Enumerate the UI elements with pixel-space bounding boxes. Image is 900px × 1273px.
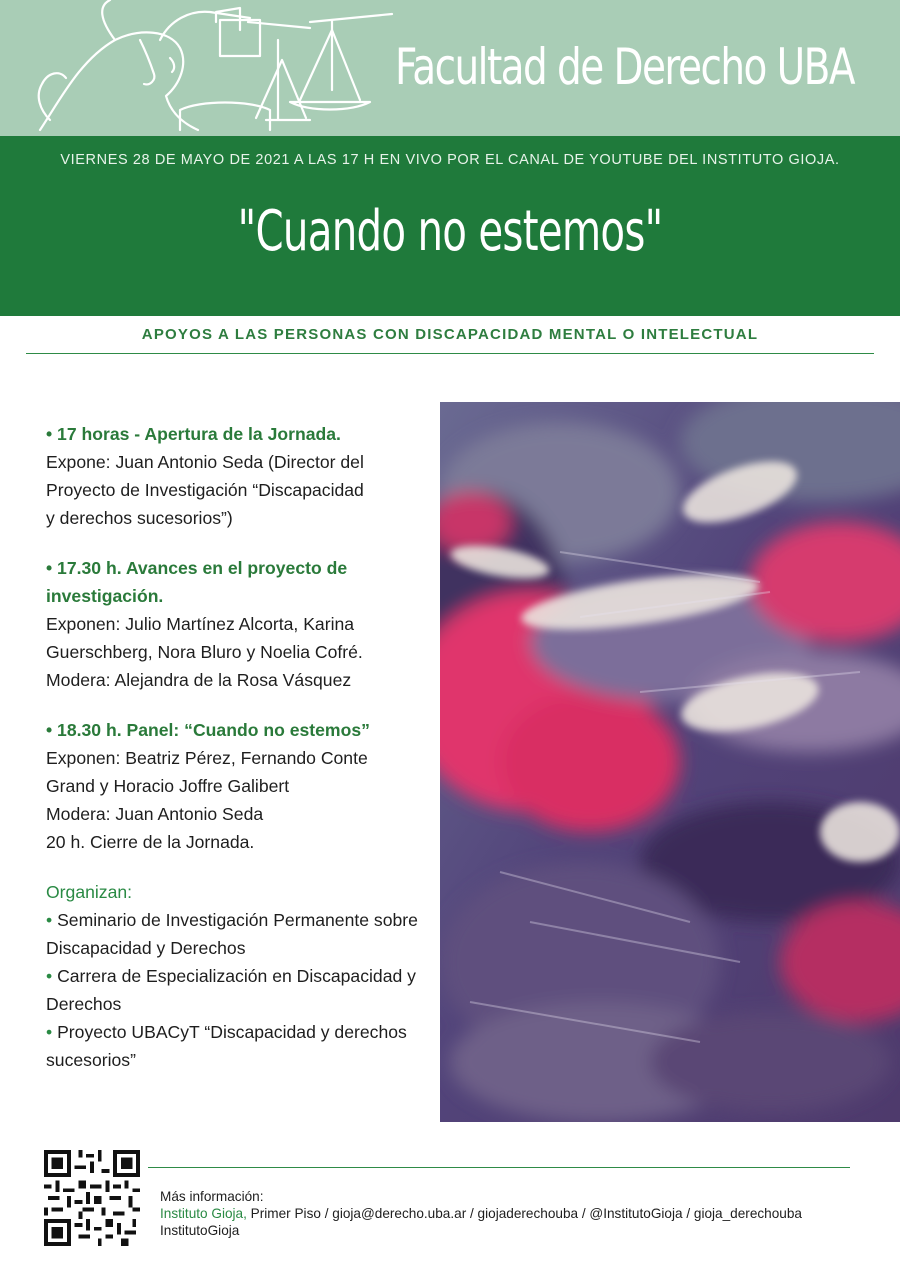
organizer-name: Carrera de Especialización en Discapacidad y Derechos — [46, 966, 416, 1014]
program-item — [46, 554, 426, 694]
event-title: "Cuando no estemos" — [237, 199, 663, 264]
bullet-icon: • — [46, 910, 53, 930]
contact-line — [160, 1205, 880, 1222]
institute-name: Instituto Gioja, — [160, 1206, 247, 1221]
institute-location: Primer Piso / — [246, 1206, 333, 1221]
bullet-icon: • — [46, 1022, 53, 1042]
program-item-heading: • 17.30 h. Avances en el proyecto de investigación. — [46, 558, 348, 606]
program-item-line: Modera: Alejandra de la Rosa Vásquez — [46, 670, 352, 690]
program-item-line: Exponen: Beatriz Pérez, Fernando Conte — [46, 748, 368, 768]
justice-figure-logo — [20, 0, 400, 136]
program-item-line: Guerschberg, Nora Bluro y Noelia Cofré. — [46, 642, 363, 662]
program-item — [46, 716, 426, 856]
event-date-info: VIERNES 28 DE MAYO DE 2021 A LAS 17 H EN VIVO POR EL CANAL DE YOUTUBE DEL INSTITUTO GIOJA. — [60, 152, 840, 168]
footer-divider — [148, 1167, 850, 1168]
faculty-title: Facultad de Derecho UBA — [395, 38, 854, 96]
program-item-heading: • 18.30 h. Panel: “Cuando no estemos” — [46, 720, 370, 740]
organizers — [46, 878, 426, 1074]
footer-contact — [160, 1188, 880, 1239]
organizer-item — [46, 962, 426, 1018]
program-item-line: Grand y Horacio Joffre Galibert — [46, 776, 290, 796]
contact-handle-facebook: InstitutoGioja — [160, 1223, 240, 1238]
subtitle-divider — [26, 353, 874, 354]
program-list — [46, 420, 426, 1074]
program-item-line: 20 h. Cierre de la Jornada. — [46, 832, 255, 852]
program-item-line: Expone: Juan Antonio Seda (Director del — [46, 452, 364, 472]
program-item-line: y derechos sucesorios”) — [46, 508, 233, 528]
program-item-line: Proyecto de Investigación “Discapacidad — [46, 480, 364, 500]
organizer-name: Seminario de Investigación Permanente sobre Discapacidad y Derechos — [46, 910, 418, 958]
organizer-name: Proyecto UBACyT “Discapacidad y derechos sucesorios” — [46, 1022, 407, 1070]
event-subtitle: APOYOS A LAS PERSONAS CON DISCAPACIDAD MENTAL O INTELECTUAL — [141, 326, 759, 343]
contact-handles: gioja@derecho.uba.ar / giojaderechouba / @InstitutoGioja / gioja_derechouba — [332, 1206, 802, 1221]
program-item-line: Modera: Juan Antonio Seda — [46, 804, 264, 824]
bullet-icon: • — [46, 966, 53, 986]
organizers-label: Organizan: — [46, 882, 133, 902]
organizer-item — [46, 906, 426, 962]
qr-code[interactable] — [44, 1150, 140, 1246]
program-item-line: Exponen: Julio Martínez Alcorta, Karina — [46, 614, 355, 634]
more-info-label: Más información: — [160, 1189, 264, 1204]
abstract-painting-image — [440, 402, 900, 1122]
program-item — [46, 420, 426, 532]
organizer-item — [46, 1018, 426, 1074]
program-item-heading: • 17 horas - Apertura de la Jornada. — [46, 424, 341, 444]
